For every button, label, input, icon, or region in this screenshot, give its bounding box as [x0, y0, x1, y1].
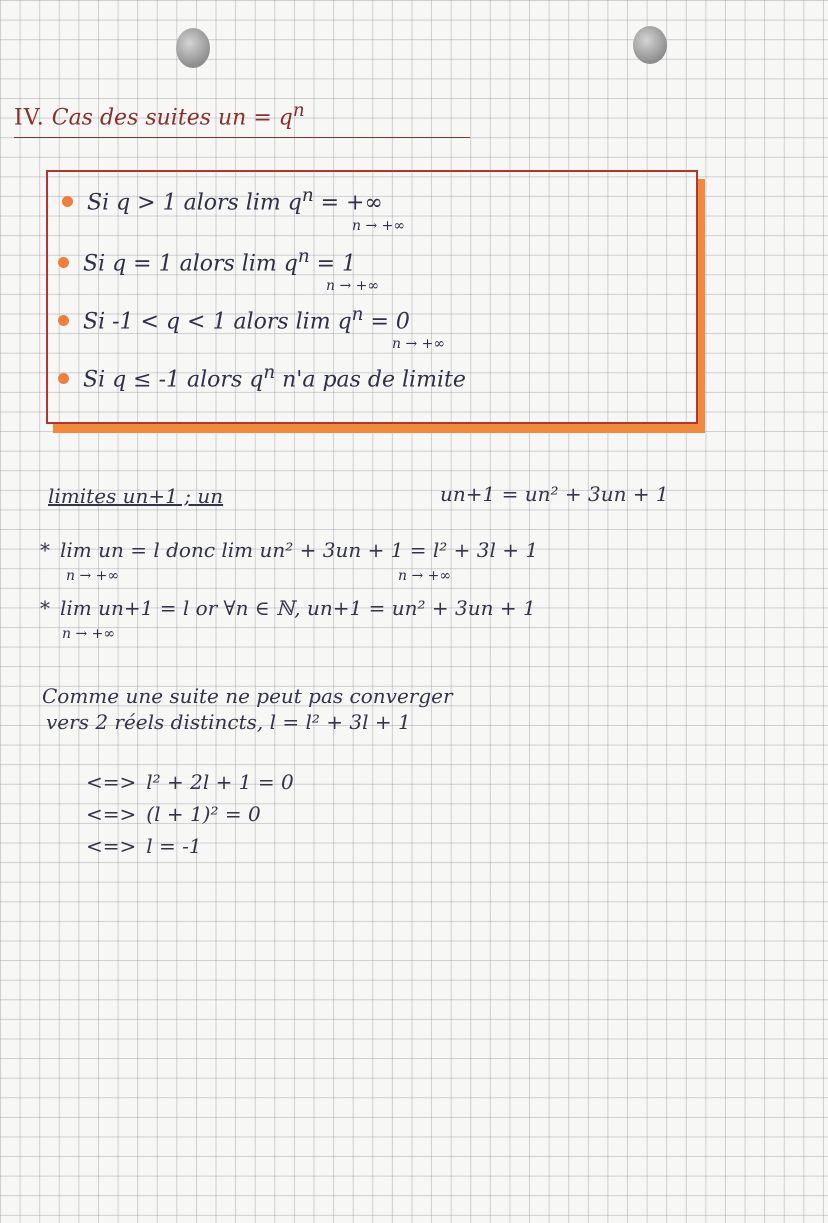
bullet-icon: [62, 196, 73, 207]
bullet-icon: [58, 257, 69, 268]
rule-item: Si q ≤ -1 alors $q^n$ n'a pas de limite: [58, 362, 466, 392]
punch-hole-left: [176, 28, 210, 68]
section-exponent: n: [292, 100, 305, 121]
rule-limit-subscript: n → +∞: [326, 278, 380, 294]
rule-limit-subscript: n → +∞: [352, 218, 406, 234]
star-icon: *: [40, 596, 50, 620]
star-icon: *: [40, 538, 50, 562]
rule-item: Si q > 1 alors $\lim q^n$ = +∞: [62, 185, 383, 215]
section-number: IV.: [14, 105, 45, 131]
conclusion-line-2: vers 2 réels distincts, l = l² + 3l + 1: [46, 710, 411, 734]
section-title: Cas des suites u: [51, 105, 233, 131]
bullet-icon: [58, 373, 69, 384]
equation-step-2: <=> (l + 1)² = 0: [86, 802, 261, 826]
limit-line-2: * lim un+1 = l or ∀n ∈ ℕ, un+1 = un² + 3un + 1: [40, 596, 536, 620]
rule-limit-subscript: n → +∞: [392, 336, 446, 352]
rule-item: Si -1 < q < 1 alors $\lim q^n = 0$: [58, 304, 410, 334]
limit-subscript: n → +∞: [398, 568, 452, 584]
bullet-icon: [58, 315, 69, 326]
section-heading: [14, 92, 470, 138]
limit-line-1: * lim un = l donc lim un² + 3un + 1 = l² + 3l + 1: [40, 538, 539, 562]
conclusion-line-1: Comme une suite ne peut pas converger: [42, 684, 453, 708]
section-formula: n = q: [232, 105, 293, 131]
punch-hole-right: [633, 26, 667, 64]
rule-item: Si q = 1 alors $\lim q^n = 1$: [58, 246, 356, 276]
recurrence-relation: un+1 = un² + 3un + 1: [440, 482, 669, 506]
limit-subscript: n → +∞: [66, 568, 120, 584]
equation-step-3: <=> l = -1: [86, 834, 202, 858]
limits-header: limites un+1 ; un: [48, 484, 224, 508]
equation-step-1: <=> l² + 2l + 1 = 0: [86, 770, 294, 794]
limit-subscript: n → +∞: [62, 626, 116, 642]
